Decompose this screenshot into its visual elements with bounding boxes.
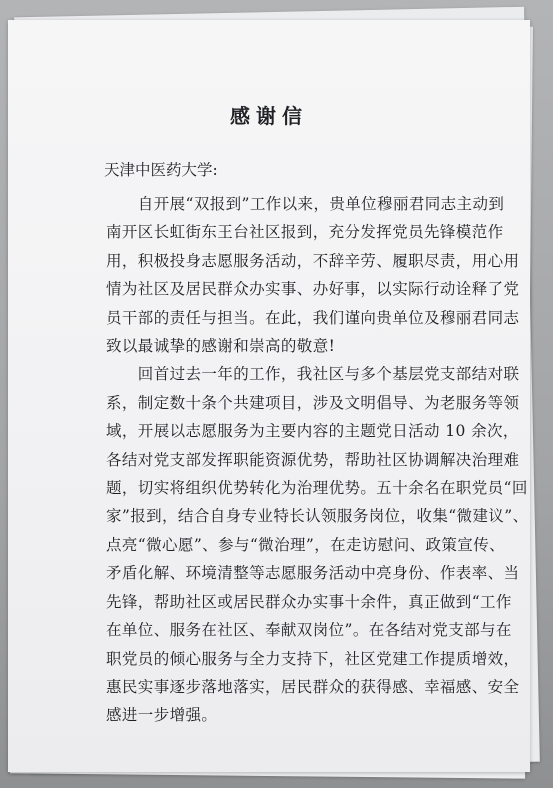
letter-line: 家”报到，结合自身专业特长认领服务岗位，收集“微建议”、	[106, 507, 529, 526]
letter-line: 职党员的倾心服务与全力支持下，社区党建工作提质增效，	[106, 649, 520, 668]
letter-line: 用，积极投身志愿服务活动，不辞辛劳、履职尽责，用心用	[106, 251, 520, 270]
letter-line: 自开展“双报到”工作以来，贵单位穆丽君同志主动到	[106, 195, 505, 213]
letter-line: 在单位、服务在社区、奉献双岗位”。在各结对党支部与在	[106, 621, 512, 640]
letter-salutation: 天津中医药大学:	[104, 161, 218, 179]
letter-line: 域，开展以志愿服务为主要内容的主题党日活动 10 余次，	[106, 422, 519, 441]
letter-line: 先锋，帮助社区或居民群众办实事十余件，真正做到“工作	[106, 592, 512, 611]
letter-line: 致以最诚挚的感谢和崇高的敬意!	[106, 337, 336, 356]
letter-line: 点亮“微心愿”、参与“微治理”，在走访慰问、政策宣传、	[106, 535, 505, 554]
letter-line: 南开区长虹街东王台社区报到，充分发挥党员先锋模范作	[106, 223, 504, 242]
letter-line: 题，切实将组织优势转化为治理优势。五十余名在职党员“回	[106, 479, 528, 498]
letter-line: 矛盾化解、环境清整等志愿服务活动中亮身份、作表率、当	[106, 564, 520, 583]
letter-body	[106, 190, 529, 730]
letter-line: 感进一步增强。	[106, 706, 218, 725]
letter-line: 惠民实事逐步落地落实，居民群众的获得感、幸福感、安全	[106, 677, 520, 696]
letter-page	[8, 20, 530, 772]
letter-line: 系，制定数十条个共建项目，涉及文明倡导、为老服务等领	[106, 393, 520, 412]
letter-line: 回首过去一年的工作，我社区与多个基层党支部结对联	[106, 365, 520, 384]
letter-line: 各结对党支部发挥职能资源优势，帮助社区协调解决治理难	[106, 450, 520, 469]
letter-line: 情为社区及居民群众办实事、办好事，以实际行动诠释了党	[106, 280, 520, 299]
letter-title: 感谢信	[230, 104, 308, 128]
letter-line: 员干部的责任与担当。在此，我们谨向贵单位及穆丽君同志	[106, 308, 520, 327]
